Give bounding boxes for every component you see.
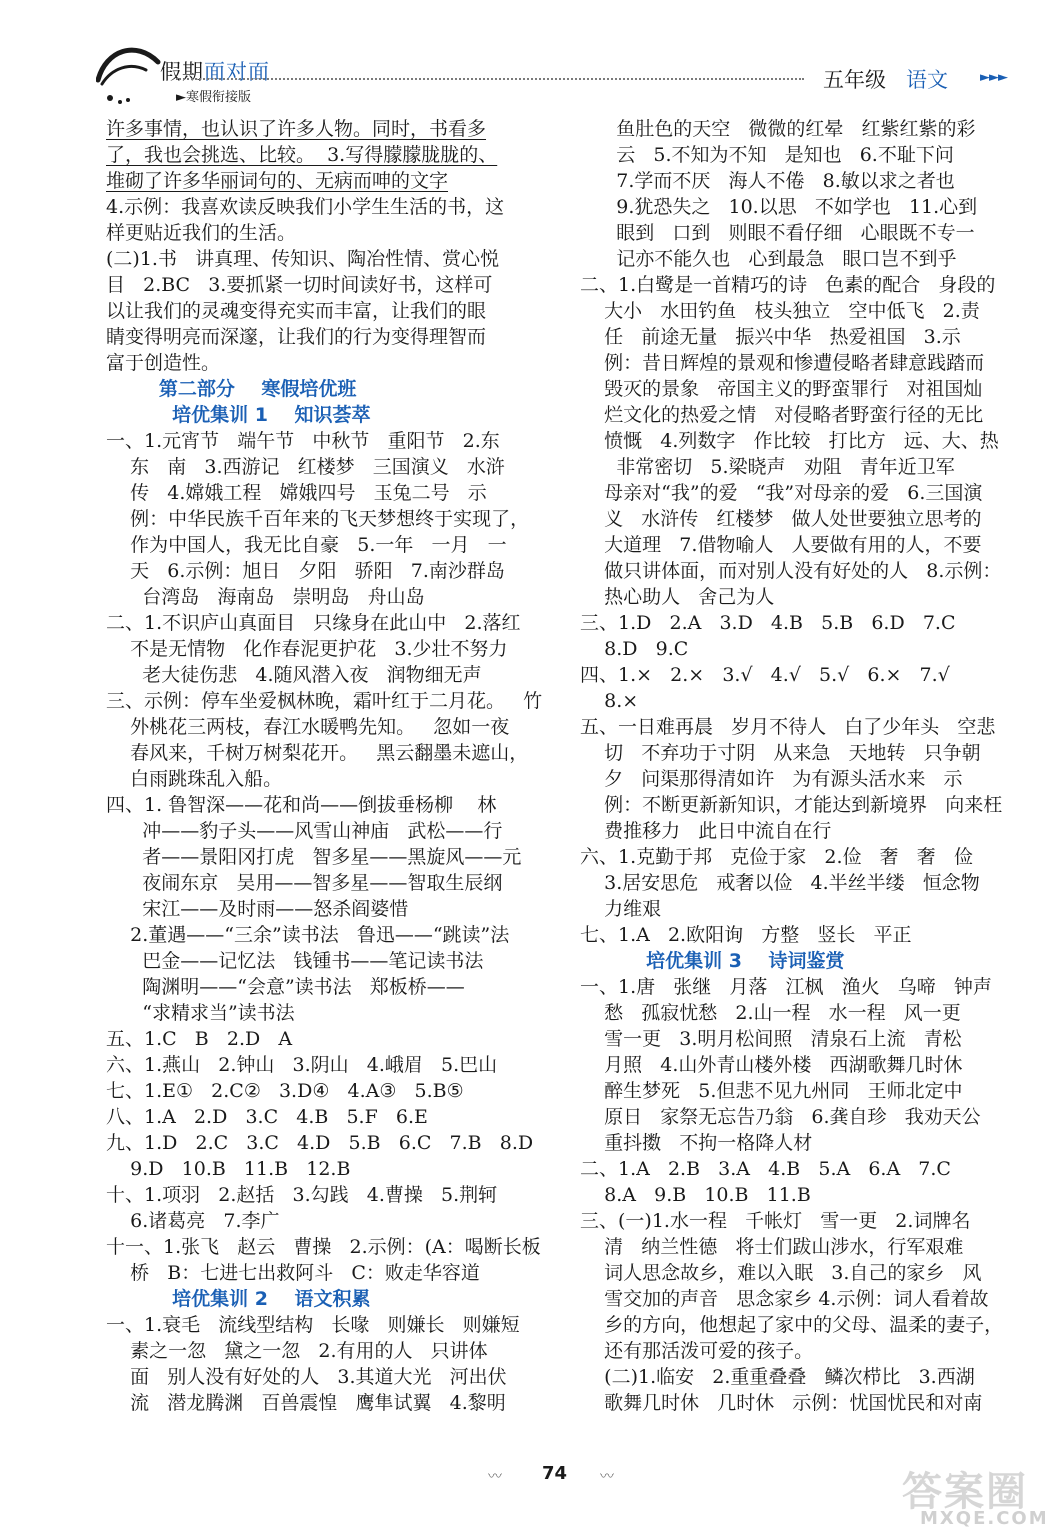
answer-column-left (106, 116, 546, 1416)
answer-line: 做只讲体面，而对别人没有好处的人 8.示例： (580, 560, 1002, 582)
answer-line: 雪交加的声音 思念家乡 4.示例：词人看着故 (580, 1288, 989, 1310)
answer-line: (二)1.临安 2.重重叠叠 鳞次栉比 3.西湖 (580, 1366, 975, 1388)
answer-line: 月照 4.山外青山楼外楼 西湖歌舞几时休 (580, 1054, 963, 1076)
answer-line: 词人思念故乡，难以入眠 3.自己的家乡 风 (580, 1262, 982, 1284)
answer-line: 2.董遇——“三余”读书法 鲁迅——“跳读”法 (106, 924, 510, 946)
answer-line: 8.× (580, 690, 639, 712)
watermark (880, 1460, 1050, 1530)
book-edition-label: ►寒假衔接版 (176, 90, 251, 105)
answer-line: 作为中国人，我无比自豪 5.一年 一月 一 (106, 534, 507, 556)
answer-line: 6.诸葛亮 7.李广 (106, 1210, 280, 1232)
answer-line: 三、示例：停车坐爱枫林晚，霜叶红于二月花。 竹 (106, 690, 543, 712)
book-series-title (160, 56, 270, 86)
answer-line: 九、1.D 2.C 3.C 4.D 5.B 6.C 7.B 8.D (106, 1132, 534, 1154)
answer-line: 三、(一)1.水一程 千帐灯 雪一更 2.词牌名 (580, 1210, 971, 1232)
section-heading: 培优集训 1 知识荟萃 (106, 404, 371, 426)
answer-line: 许多事情，也认识了许多人物。同时，书看多 (106, 118, 487, 140)
answer-line: 不是无情物 化作春泥更护花 3.少壮不努力 (106, 638, 508, 660)
answer-line: 十、1.项羽 2.赵括 3.勾践 4.曹操 5.荆轲 (106, 1184, 498, 1206)
answer-line: 例：中华民族千百年来的飞天梦想终于实现了， (106, 508, 530, 530)
answer-line: 愤慨 4.列数字 作比较 打比方 远、大、热 (580, 430, 999, 452)
answer-line: 重抖擞 不拘一格降人材 (580, 1132, 813, 1154)
answer-line: 陶渊明——“会意”读书法 郑板桥—— (106, 976, 465, 998)
answer-line: 桥 B：七进七出救阿斗 C：败走华容道 (106, 1262, 480, 1284)
answer-line: 9.D 10.B 11.B 12.B (106, 1158, 351, 1180)
answer-line: 八、1.A 2.D 3.C 4.B 5.F 6.E (106, 1106, 428, 1128)
answer-line: 老大徒伤悲 4.随风潜入夜 润物细无声 (106, 664, 482, 686)
answer-line: 七、1.A 2.欧阳询 方整 竖长 平正 (580, 924, 912, 946)
answer-line: 大道理 7.借物喻人 人要做有用的人，不要 (580, 534, 982, 556)
answer-line: 外桃花三两枝，春江水暖鸭先知。 忽如一夜 (106, 716, 510, 738)
answer-line: 春风来，千树万树梨花开。 黑云翻墨未遮山， (106, 742, 529, 764)
answer-line: 热心助人 舍己为人 (580, 586, 775, 608)
answer-line: 眼到 口到 则眼不看仔细 心眼既不专一 (580, 222, 975, 244)
book-series-title-b: 面对面 (204, 60, 270, 84)
answer-line: 8.A 9.B 10.B 11.B (580, 1184, 811, 1206)
answer-line: 原日 家祭无忘告乃翁 6.龚自珍 我劝天公 (580, 1106, 981, 1128)
answer-line: 六、1.燕山 2.钟山 3.阴山 4.峨眉 5.巴山 (106, 1054, 498, 1076)
answer-line: 十一、1.张飞 赵云 曹操 2.示例：(A：喝断长板 (106, 1236, 541, 1258)
answer-line: 流 潜龙腾渊 百兽震惶 鹰隼试翼 4.黎明 (106, 1392, 506, 1414)
answer-line: 鱼肚色的天空 微微的红晕 红紫红紫的彩 (580, 118, 976, 140)
answer-line: 歌舞几时休 几时休 示例：忧国忧民和对南 (580, 1392, 983, 1414)
answer-line: 四、1.× 2.× 3.√ 4.√ 5.√ 6.× 7.√ (580, 664, 950, 686)
answer-line: 毁灭的景象 帝国主义的野蛮罪行 对祖国灿 (580, 378, 983, 400)
answer-line: 7.学而不厌 海人不倦 8.敏以求之者也 (580, 170, 955, 192)
book-series-title-a: 假期 (160, 60, 204, 84)
answer-line: 堆砌了许多华丽词句的、无病而呻的文字 (106, 170, 449, 192)
answer-line: 义 水浒传 红楼梦 做人处世要独立思考的 (580, 508, 982, 530)
answer-line: 面 别人没有好处的人 3.其道大光 河出伏 (106, 1366, 507, 1388)
answer-line: 三、1.D 2.A 3.D 4.B 5.B 6.D 7.C (580, 612, 956, 634)
answer-line: 一、1.元宵节 端午节 中秋节 重阳节 2.东 (106, 430, 500, 452)
ornament-left-icon: 〰 (488, 1469, 502, 1485)
answer-line: 乡的方向，他想起了家中的父母、温柔的妻子， (580, 1314, 1004, 1336)
answer-line: 醉生梦死 5.但悲不见九州同 王师北定中 (580, 1080, 963, 1102)
answer-line: 六、1.克勤于邦 克俭于家 2.俭 奢 奢 俭 (580, 846, 973, 868)
answer-line: “求精求当”读书法 (106, 1002, 295, 1024)
answer-line: 例：昔日辉煌的景观和惨遭侵略者肆意践踏而 (580, 352, 985, 374)
answer-line: 素之一忽 黛之一忽 2.有用的人 只讲体 (106, 1340, 488, 1362)
answer-line: 9.犹恐失之 10.以思 不如学也 11.心到 (580, 196, 978, 218)
answer-line: 力维艰 (580, 898, 662, 920)
page-number: 74 (542, 1463, 568, 1484)
answer-line: 了，我也会挑选、比较。 3.写得朦朦胧胧的、 (106, 144, 498, 166)
answer-line: 二、1.不识庐山真面目 只缘身在此山中 2.落红 (106, 612, 521, 634)
watermark-url: MXQE.COM (920, 1508, 1049, 1529)
answer-line: 雪一更 3.明月松间照 清泉石上流 青松 (580, 1028, 962, 1050)
answer-line: 台湾岛 海南岛 崇明岛 舟山岛 (106, 586, 425, 608)
answer-line: 二、1.A 2.B 3.A 4.B 5.A 6.A 7.C (580, 1158, 951, 1180)
section-heading: 培优集训 3 诗词鉴赏 (580, 950, 845, 972)
grade-label: 五年级 (823, 68, 886, 92)
answer-line: 任 前途无量 振兴中华 热爱祖国 3.示 (580, 326, 961, 348)
answer-line: 一、1.衰毛 流线型结构 长喙 则嫌长 则嫌短 (106, 1314, 520, 1336)
answer-line: 东 南 3.西游记 红楼梦 三国演义 水浒 (106, 456, 505, 478)
answer-line: 费推移力 此日中流自在行 (580, 820, 832, 842)
header-divider (176, 78, 804, 80)
page-header (0, 0, 1057, 110)
answer-line: 母亲对“我”的爱 “我”对母亲的爱 6.三国演 (580, 482, 983, 504)
answer-line: 例：不断更新新知识，才能达到新境界 向来枉 (580, 794, 1003, 816)
answer-line: 五、1.C B 2.D A (106, 1028, 293, 1050)
answer-line: 二、1.白鹭是一首精巧的诗 色素的配合 身段的 (580, 274, 996, 296)
answer-line: 云 5.不知为不知 是知也 6.不耻下问 (580, 144, 954, 166)
answer-line: 大小 水田钓鱼 枝头独立 空中低飞 2.责 (580, 300, 980, 322)
answer-column-right (580, 116, 1020, 1416)
answer-line: 8.D 9.C (580, 638, 689, 660)
answer-line: 传 4.嫦娥工程 嫦娥四号 玉兔二号 示 (106, 482, 487, 504)
answer-line: 白雨跳珠乱入船。 (106, 768, 283, 790)
answer-line: 夜闹东京 吴用——智多星——智取生辰纲 (106, 872, 503, 894)
answer-line: 五、一日难再晨 岁月不待人 白了少年头 空悲 (580, 716, 996, 738)
answer-line: 冲——豹子头——风雪山神庙 武松——行 (106, 820, 503, 842)
answer-line: 清 纳兰性德 将士们跋山涉水，行军艰难 (580, 1236, 964, 1258)
answer-line: 者——景阳冈打虎 智多星——黑旋风——元 (106, 846, 522, 868)
answer-line: 以让我们的灵魂变得充实而丰富，让我们的眼 (106, 300, 487, 322)
answer-line: 富于创造性。 (106, 352, 221, 374)
arrows-icon: ►►► (980, 70, 1007, 85)
answer-line: 四、1. 鲁智深——花和尚——倒拔垂杨柳 林 (106, 794, 497, 816)
ornament-right-icon: 〰 (600, 1469, 614, 1485)
answer-line: 非常密切 5.梁晓声 劝阻 青年近卫军 (580, 456, 955, 478)
answer-line: (二)1.书 讲真理、传知识、陶冶性情、赏心悦 (106, 248, 500, 270)
watermark-logo: 答案圈 (902, 1469, 1028, 1515)
subject-label: 语文 (906, 68, 948, 92)
section-heading: 培优集训 2 语文积累 (106, 1288, 371, 1310)
logo-swoosh-icon (96, 40, 166, 110)
answer-line: 七、1.E① 2.C② 3.D④ 4.A③ 5.B⑤ (106, 1080, 464, 1102)
answer-line: 切 不弃功于寸阴 从来急 天地转 只争朝 (580, 742, 981, 764)
answer-line: 记亦不能久也 心到最急 眼口岂不到乎 (580, 248, 957, 270)
answer-line: 一、1.唐 张继 月落 江枫 渔火 乌啼 钟声 (580, 976, 992, 998)
answer-line: 巴金——记忆法 钱锺书——笔记读书法 (106, 950, 484, 972)
answer-line: 天 6.示例：旭日 夕阳 骄阳 7.南沙群岛 (106, 560, 505, 582)
answer-line: 愁 孤寂忧愁 2.山一程 水一程 风一更 (580, 1002, 961, 1024)
answer-line: 夕 问渠那得清如许 为有源头活水来 示 (580, 768, 963, 790)
answer-line: 宋江——及时雨——怒杀阎婆惜 (106, 898, 409, 920)
answer-line: 睛变得明亮而深邃，让我们的行为变得理智而 (106, 326, 487, 348)
answer-line: 目 2.BC 3.要抓紧一切时间读好书，这样可 (106, 274, 493, 296)
answer-line: 3.居安思危 戒奢以俭 4.半丝半缕 恒念物 (580, 872, 980, 894)
answer-line: 4.示例：我喜欢读反映我们小学生生活的书，这 (106, 196, 505, 218)
answer-line: 还有那活泼可爱的孩子。 (580, 1340, 814, 1362)
section-heading: 第二部分 寒假培优班 (106, 378, 357, 400)
answer-line: 样更贴近我们的生活。 (106, 222, 297, 244)
answer-line: 烂文化的热爱之情 对侵略者野蛮行径的无比 (580, 404, 984, 426)
